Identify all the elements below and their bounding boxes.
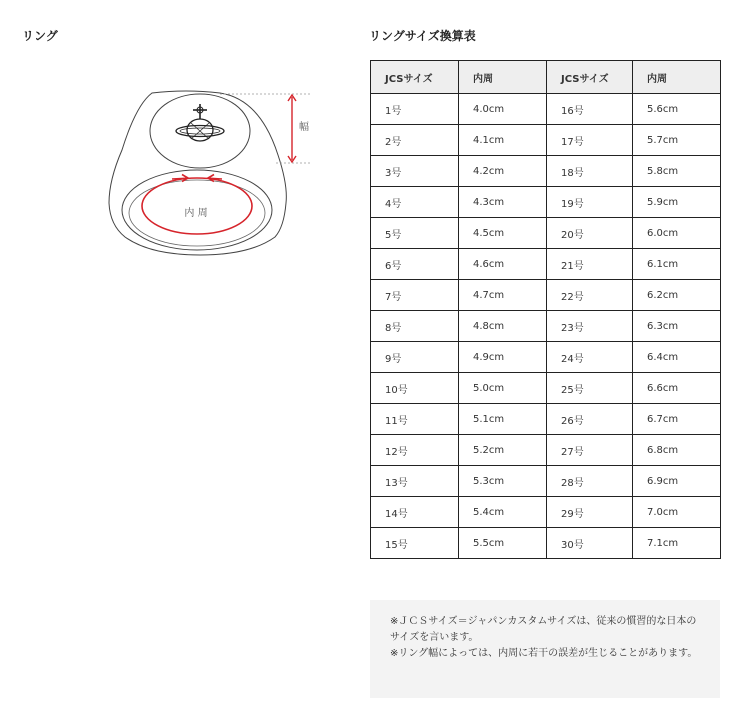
cell-jcs-size: 6号 xyxy=(371,249,459,280)
table-row xyxy=(371,94,721,125)
cell-jcs-size: 23号 xyxy=(547,311,633,342)
cell-inner-circumference: 7.1cm xyxy=(633,528,721,559)
cell-inner-circumference: 4.3cm xyxy=(459,187,547,218)
table-row xyxy=(371,280,721,311)
cell-inner-circumference: 4.0cm xyxy=(459,94,547,125)
cell-jcs-size: 7号 xyxy=(371,280,459,311)
header-inner-circumference: 内周 xyxy=(633,61,721,94)
table-row xyxy=(371,497,721,528)
cell-inner-circumference: 5.1cm xyxy=(459,404,547,435)
cell-inner-circumference: 4.7cm xyxy=(459,280,547,311)
cell-jcs-size: 5号 xyxy=(371,218,459,249)
cell-inner-circumference: 4.1cm xyxy=(459,125,547,156)
cell-jcs-size: 14号 xyxy=(371,497,459,528)
cell-inner-circumference: 7.0cm xyxy=(633,497,721,528)
cell-jcs-size: 2号 xyxy=(371,125,459,156)
cell-inner-circumference: 6.1cm xyxy=(633,249,721,280)
cell-jcs-size: 11号 xyxy=(371,404,459,435)
table-row xyxy=(371,311,721,342)
table-row xyxy=(371,373,721,404)
cell-inner-circumference: 4.6cm xyxy=(459,249,547,280)
cell-inner-circumference: 4.9cm xyxy=(459,342,547,373)
ring-illustration xyxy=(100,85,330,265)
header-jcs-size: JCSサイズ xyxy=(547,61,633,94)
cell-jcs-size: 4号 xyxy=(371,187,459,218)
cell-inner-circumference: 5.9cm xyxy=(633,187,721,218)
cell-inner-circumference: 5.5cm xyxy=(459,528,547,559)
table-row xyxy=(371,125,721,156)
width-arrow-icon xyxy=(288,95,296,162)
cell-inner-circumference: 4.2cm xyxy=(459,156,547,187)
cell-jcs-size: 13号 xyxy=(371,466,459,497)
cell-jcs-size: 1号 xyxy=(371,94,459,125)
ring-size-table xyxy=(370,60,721,559)
cell-jcs-size: 8号 xyxy=(371,311,459,342)
cell-jcs-size: 22号 xyxy=(547,280,633,311)
cell-jcs-size: 18号 xyxy=(547,156,633,187)
cell-jcs-size: 16号 xyxy=(547,94,633,125)
cell-inner-circumference: 6.3cm xyxy=(633,311,721,342)
cell-jcs-size: 9号 xyxy=(371,342,459,373)
cell-inner-circumference: 6.9cm xyxy=(633,466,721,497)
table-header-row xyxy=(371,61,721,94)
cell-jcs-size: 26号 xyxy=(547,404,633,435)
cell-jcs-size: 20号 xyxy=(547,218,633,249)
cell-inner-circumference: 6.2cm xyxy=(633,280,721,311)
note-jcs-definition: ※ＪＣＳサイズ＝ジャパンカスタムサイズは、従来の慣習的な日本のサイズを言います。 xyxy=(390,616,697,643)
table-row xyxy=(371,466,721,497)
cell-jcs-size: 27号 xyxy=(547,435,633,466)
cell-jcs-size: 10号 xyxy=(371,373,459,404)
cell-jcs-size: 21号 xyxy=(547,249,633,280)
note-width-tolerance: ※リング幅によっては、内周に若干の誤差が生じることがあります。 xyxy=(390,648,698,659)
size-chart-title: リングサイズ換算表 xyxy=(369,29,476,43)
table-row xyxy=(371,404,721,435)
orb-icon xyxy=(176,104,224,141)
table-row xyxy=(371,528,721,559)
table-row xyxy=(371,187,721,218)
note-box xyxy=(370,600,720,698)
cell-inner-circumference: 5.6cm xyxy=(633,94,721,125)
table-row xyxy=(371,218,721,249)
cell-inner-circumference: 6.7cm xyxy=(633,404,721,435)
table-body xyxy=(371,94,721,559)
table-row xyxy=(371,342,721,373)
cell-inner-circumference: 5.4cm xyxy=(459,497,547,528)
header-jcs-size: JCSサイズ xyxy=(371,61,459,94)
cell-jcs-size: 17号 xyxy=(547,125,633,156)
cell-jcs-size: 12号 xyxy=(371,435,459,466)
cell-jcs-size: 28号 xyxy=(547,466,633,497)
cell-inner-circumference: 6.4cm xyxy=(633,342,721,373)
cell-inner-circumference: 4.5cm xyxy=(459,218,547,249)
cell-inner-circumference: 6.0cm xyxy=(633,218,721,249)
cell-jcs-size: 19号 xyxy=(547,187,633,218)
cell-inner-circumference: 6.8cm xyxy=(633,435,721,466)
ring-diagram xyxy=(100,85,330,265)
table-row xyxy=(371,249,721,280)
ring-section-title: リング xyxy=(22,29,58,43)
cell-inner-circumference: 6.6cm xyxy=(633,373,721,404)
cell-inner-circumference: 5.8cm xyxy=(633,156,721,187)
cell-jcs-size: 25号 xyxy=(547,373,633,404)
cell-inner-circumference: 5.7cm xyxy=(633,125,721,156)
cell-inner-circumference: 4.8cm xyxy=(459,311,547,342)
header-inner-circumference: 内周 xyxy=(459,61,547,94)
cell-jcs-size: 15号 xyxy=(371,528,459,559)
cell-jcs-size: 29号 xyxy=(547,497,633,528)
width-label: 幅 xyxy=(299,122,309,133)
cell-jcs-size: 3号 xyxy=(371,156,459,187)
cell-inner-circumference: 5.2cm xyxy=(459,435,547,466)
ring-outer-outline xyxy=(109,91,286,255)
cell-inner-circumference: 5.3cm xyxy=(459,466,547,497)
inner-circumference-label: 内 周 xyxy=(184,208,208,219)
inner-circumference-line xyxy=(142,178,252,234)
cell-inner-circumference: 5.0cm xyxy=(459,373,547,404)
cell-jcs-size: 24号 xyxy=(547,342,633,373)
table-row xyxy=(371,435,721,466)
cell-jcs-size: 30号 xyxy=(547,528,633,559)
table-row xyxy=(371,156,721,187)
